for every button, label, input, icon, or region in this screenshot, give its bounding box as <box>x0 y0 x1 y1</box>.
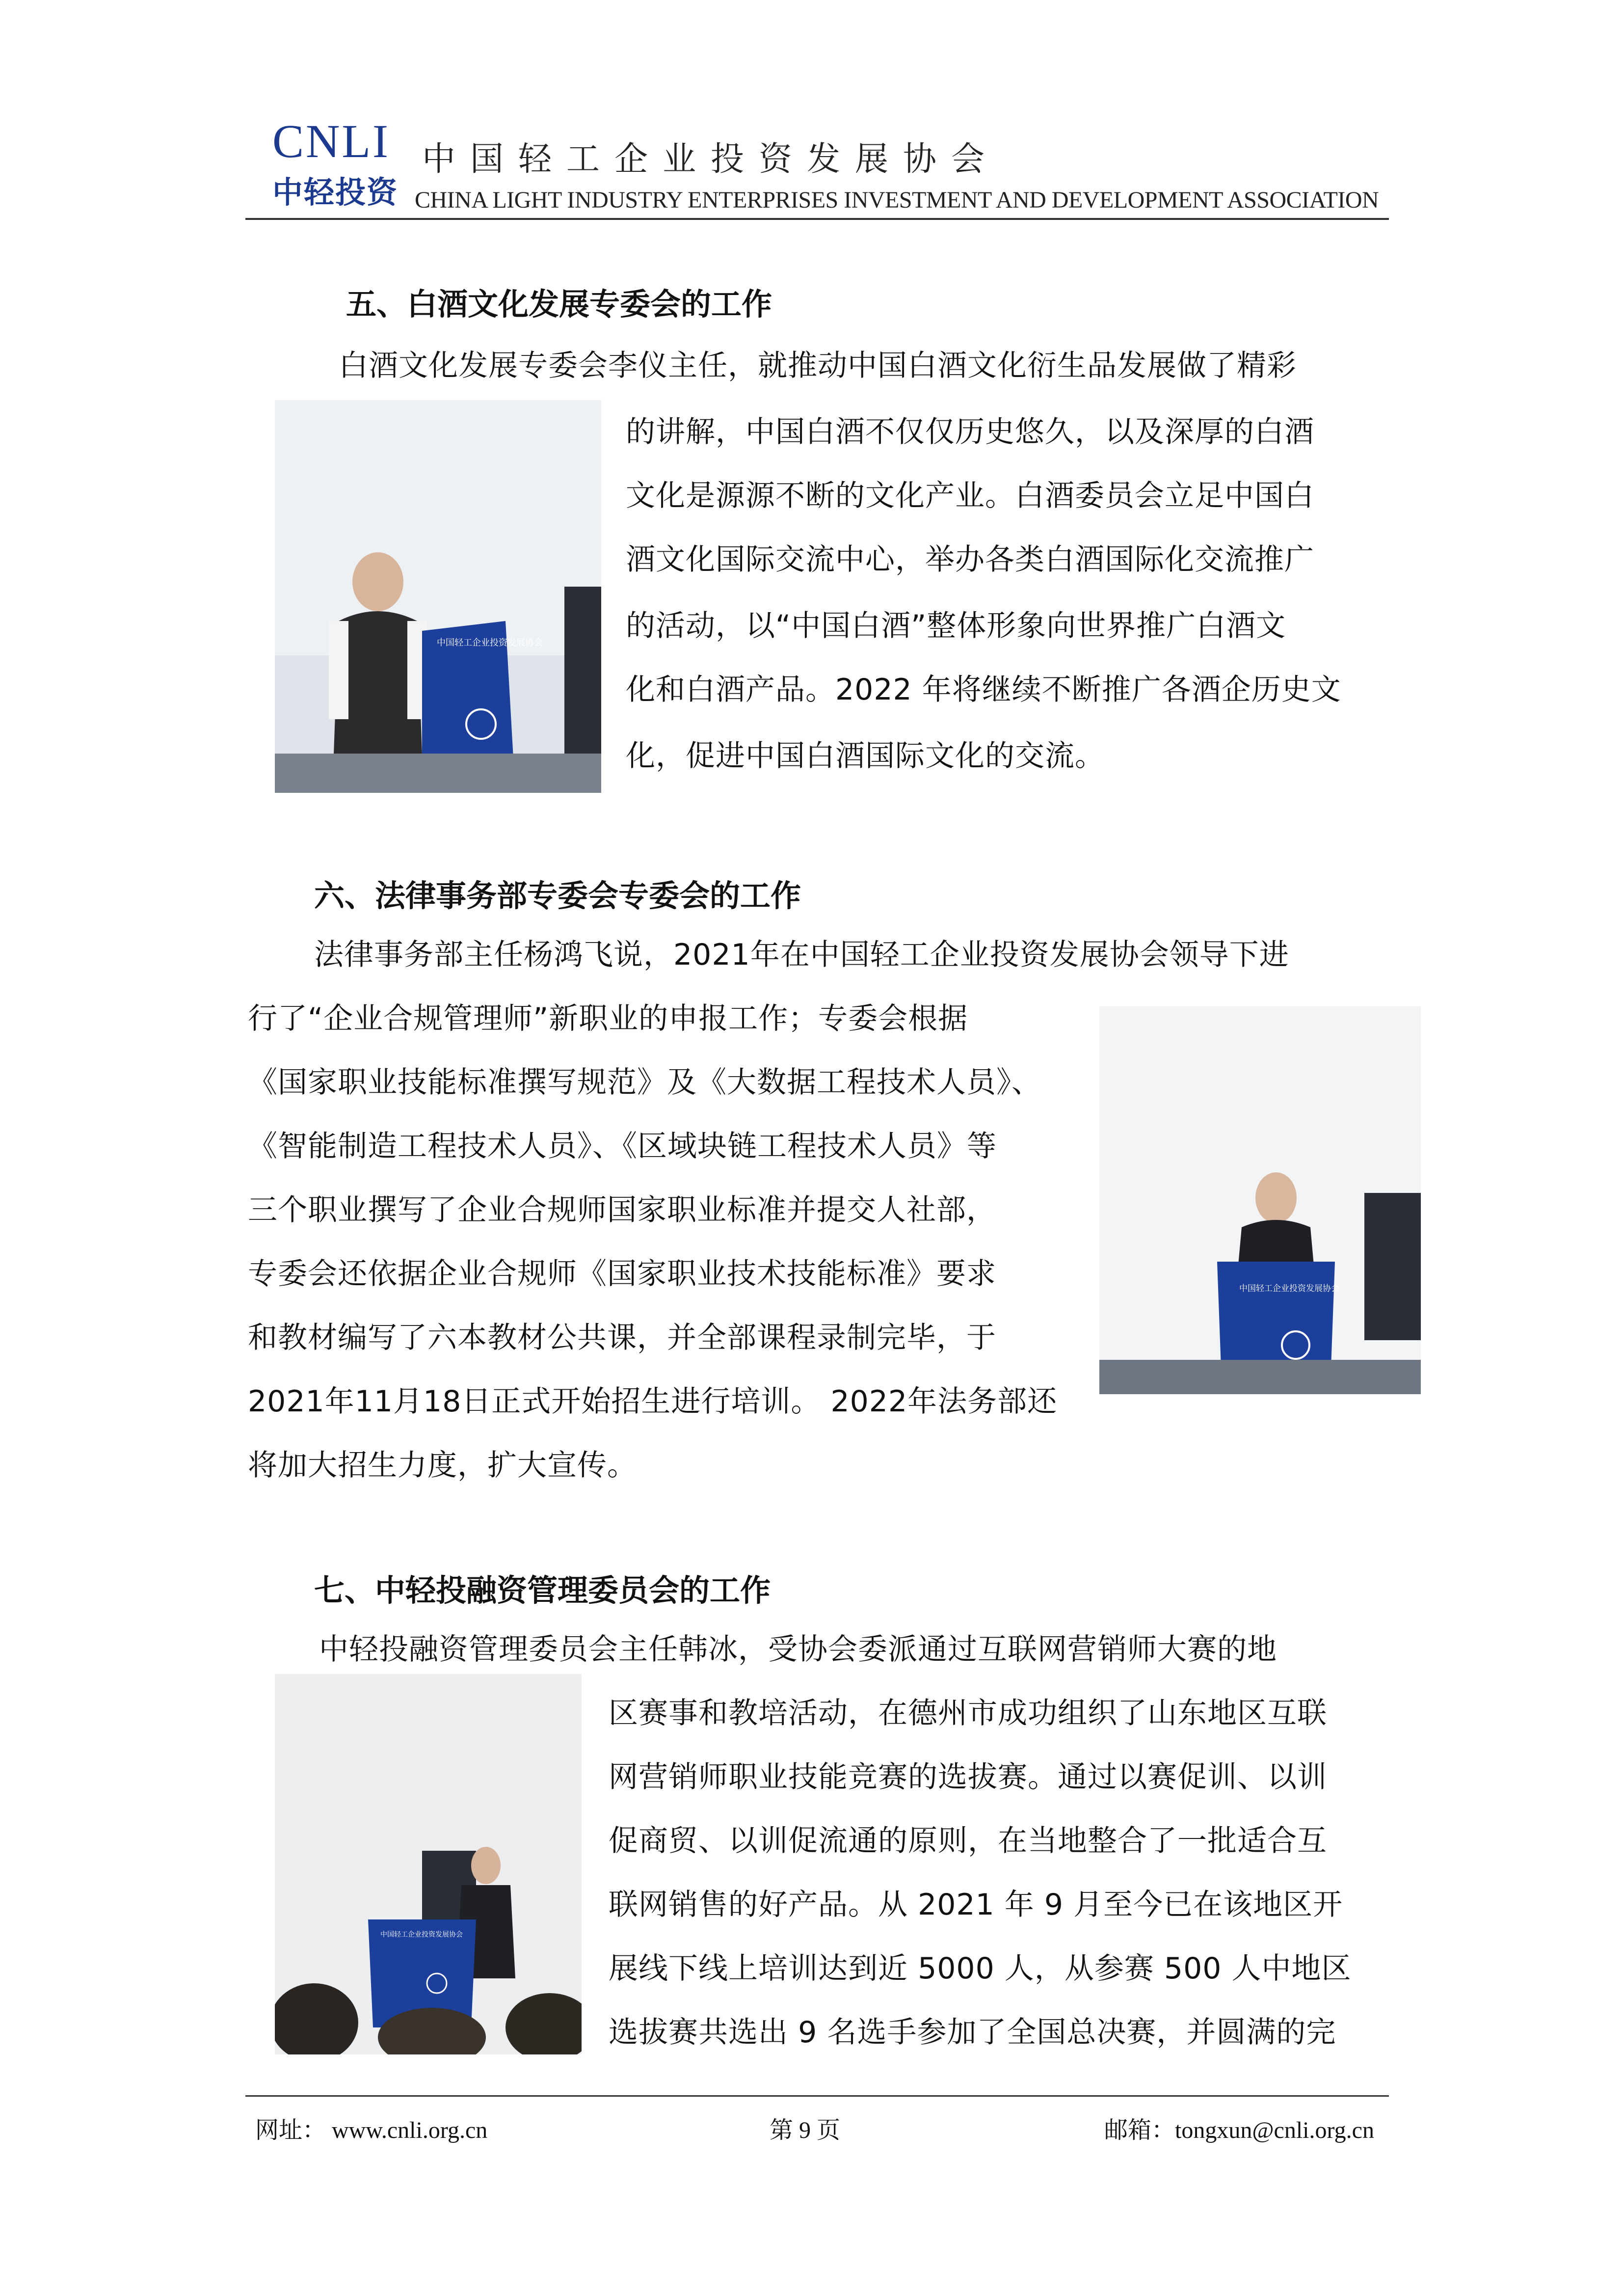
paragraph-line: 将加大招生力度，扩大宣传。 <box>248 1448 637 1483</box>
paragraph-line: 的活动，以“中国白酒”整体形象向世界推广白酒文 <box>626 609 1286 643</box>
speaker-photo-1 <box>275 400 601 793</box>
paragraph-line: 的讲解，中国白酒不仅仅历史悠久，以及深厚的白酒 <box>626 415 1314 449</box>
footer-page-number: 第 9 页 <box>770 2117 841 2143</box>
paragraph-line: 化，促进中国白酒国际文化的交流。 <box>626 739 1105 773</box>
paragraph-line: 2021年11月18日正式开始招生进行培训。 2022年法务部还 <box>248 1384 1058 1419</box>
paragraph-line: 区赛事和教培活动，在德州市成功组织了山东地区互联 <box>609 1696 1327 1730</box>
paragraph-line: 选拔赛共选出 9 名选手参加了全国总决赛，并圆满的完 <box>609 2015 1336 2050</box>
paragraph-line: 联网销售的好产品。从 2021 年 9 月至今已在该地区开 <box>609 1888 1343 1922</box>
speaker-photo-2 <box>1099 1006 1421 1394</box>
podium-banner-text: 中国轻工企业投资发展协会 <box>380 1931 463 1939</box>
footer-divider <box>245 2095 1389 2097</box>
section-heading: 六、法律事务部专委会专委会的工作 <box>314 878 801 914</box>
speaker-photo-3 <box>275 1674 582 2054</box>
header-divider <box>245 218 1389 220</box>
paragraph-line: 专委会还依据企业合规师《国家职业技术技能标准》要求 <box>248 1257 996 1291</box>
podium-banner-text: 中国轻工企业投资发展协会 <box>437 638 543 648</box>
podium-banner-text: 中国轻工企业投资发展协会 <box>1239 1284 1339 1294</box>
paragraph-line: 《国家职业技能标准撰写规范》及《大数据工程技术人员》、 <box>248 1065 1041 1100</box>
paragraph-line: 行了“企业合规管理师”新职业的申报工作；专委会根据 <box>248 1001 968 1036</box>
association-name-en: CHINA LIGHT INDUSTRY ENTERPRISES INVESTMENT AND DEVELOPMENT ASSOCIATION <box>415 187 1379 213</box>
paragraph-line: 网营销师职业技能竞赛的选拔赛。通过以赛促训、以训 <box>609 1760 1327 1794</box>
section-heading: 七、中轻投融资管理委员会的工作 <box>314 1572 771 1608</box>
logo-chinese: 中轻投资 <box>272 174 399 210</box>
paragraph-line: 展线下线上培训达到近 5000 人，从参赛 500 人中地区 <box>609 1951 1352 1986</box>
footer-website: 网址： www.cnli.org.cn <box>255 2117 488 2143</box>
paragraph-line: 酒文化国际交流中心，举办各类白酒国际化交流推广 <box>626 542 1314 577</box>
paragraph-line: 《智能制造工程技术人员》、《区域块链工程技术人员》等 <box>248 1129 997 1163</box>
paragraph-line: 促商贸、以训促流通的原则，在当地整合了一批适合互 <box>609 1824 1327 1858</box>
paragraph-line: 文化是源源不断的文化产业。白酒委员会立足中国白 <box>626 479 1314 513</box>
association-name-cn: 中国轻工企业投资发展协会 <box>422 140 1000 179</box>
paragraph-line: 白酒文化发展专委会李仪主任，就推动中国白酒文化衍生品发展做了精彩 <box>339 349 1297 383</box>
footer-email: 邮箱：tongxun@cnli.org.cn <box>1104 2117 1374 2143</box>
paragraph-line: 化和白酒产品。2022 年将继续不断推广各酒企历史文 <box>626 673 1341 707</box>
paragraph-line: 和教材编写了六本教材公共课，并全部课程录制完毕，于 <box>248 1321 996 1355</box>
association-logo <box>272 115 400 211</box>
logo-latin: CNLI <box>272 115 390 167</box>
paragraph-line: 法律事务部主任杨鸿飞说，2021年在中国轻工企业投资发展协会领导下进 <box>314 938 1289 972</box>
paragraph-line: 中轻投融资管理委员会主任韩冰，受协会委派通过互联网营销师大赛的地 <box>319 1632 1277 1667</box>
paragraph-line: 三个职业撰写了企业合规师国家职业标准并提交人社部， <box>248 1193 996 1227</box>
section-heading: 五、白酒文化发展专委会的工作 <box>346 286 772 322</box>
